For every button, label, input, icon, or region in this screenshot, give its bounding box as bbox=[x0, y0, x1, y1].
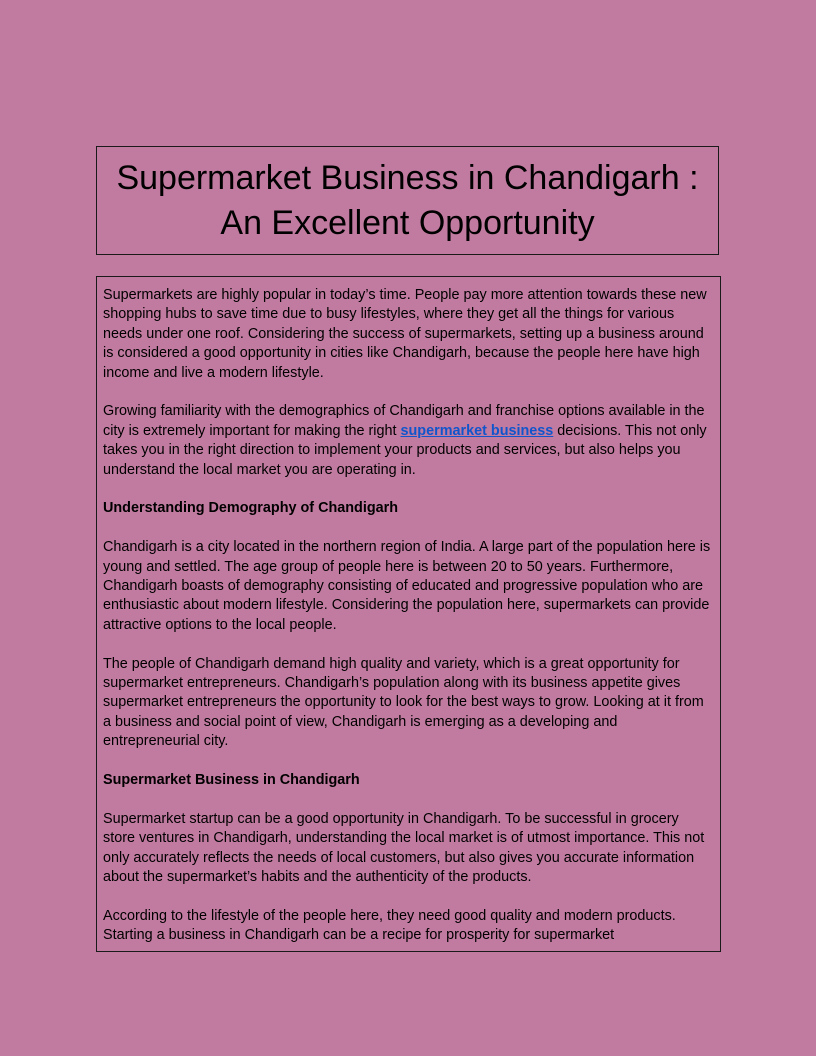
intro-paragraph: Supermarkets are highly popular in today’s time. People pay more attention towards these new shopping hubs to save time due to busy lifestyles, where they get all the things for various needs under one roof. Considering the success of supermarkets, setting up a business around is considered a good opportunity in cities like Chandigarh, because the people here have high income and live a modern lifestyle. bbox=[103, 287, 707, 381]
demand-paragraph: The people of Chandigarh demand high quality and variety, which is a great opportunity for supermarket entrepreneurs. Chandigarh’s population along with its business appetite gives supermarket entrepreneurs the opportunity to look for the best ways to grow. Looking at it from a business and social point of view, Chandigarh is emerging as a developing and entrepreneurial city. bbox=[103, 655, 704, 750]
lifestyle-paragraph: According to the lifestyle of the people here, they need good quality and modern products. Starting a business in Chandigarh can be a recipe for prosperity for supermarket bbox=[103, 907, 676, 944]
section-heading-business: Supermarket Business in Chandigarh bbox=[103, 772, 360, 789]
familiarity-paragraph bbox=[103, 402, 714, 480]
familiarity-text-end: decisions. This not only takes you in the right direction to implement your products and services, but also helps you understand the local market you are operating in. bbox=[103, 422, 707, 478]
page-title-line-2: An Excellent Opportunity bbox=[220, 203, 595, 242]
article-body bbox=[96, 276, 721, 952]
section-heading-demography: Understanding Demography of Chandigarh bbox=[103, 500, 399, 517]
demography-paragraph: Chandigarh is a city located in the northern region of India. A large part of the population here is young and settled. The age group of people here is between 20 to 50 years. Furthermore, Chandigarh boasts of demography consisting of educated and progressive population who are enthusiastic about modern lifestyle. Considering the population here, supermarkets can provide attractive options to the local people. bbox=[103, 539, 711, 633]
title-box bbox=[96, 146, 719, 255]
startup-paragraph: Supermarket startup can be a good opportunity in Chandigarh. To be successful in grocery store ventures in Chandigarh, understanding the local market is of utmost importance. This not only accurately reflects the needs of local customers, but also gives you accurate information about the supermarket’s habits and the authenticity of the products. bbox=[103, 810, 705, 886]
page-title-line-1: Supermarket Business in Chandigarh : bbox=[116, 158, 699, 197]
familiarity-text-start: Growing familiarity with the demographics of Chandigarh and franchise options available in the city is extremely important for making the right bbox=[103, 403, 705, 439]
supermarket-business-link[interactable]: supermarket business bbox=[400, 422, 554, 439]
